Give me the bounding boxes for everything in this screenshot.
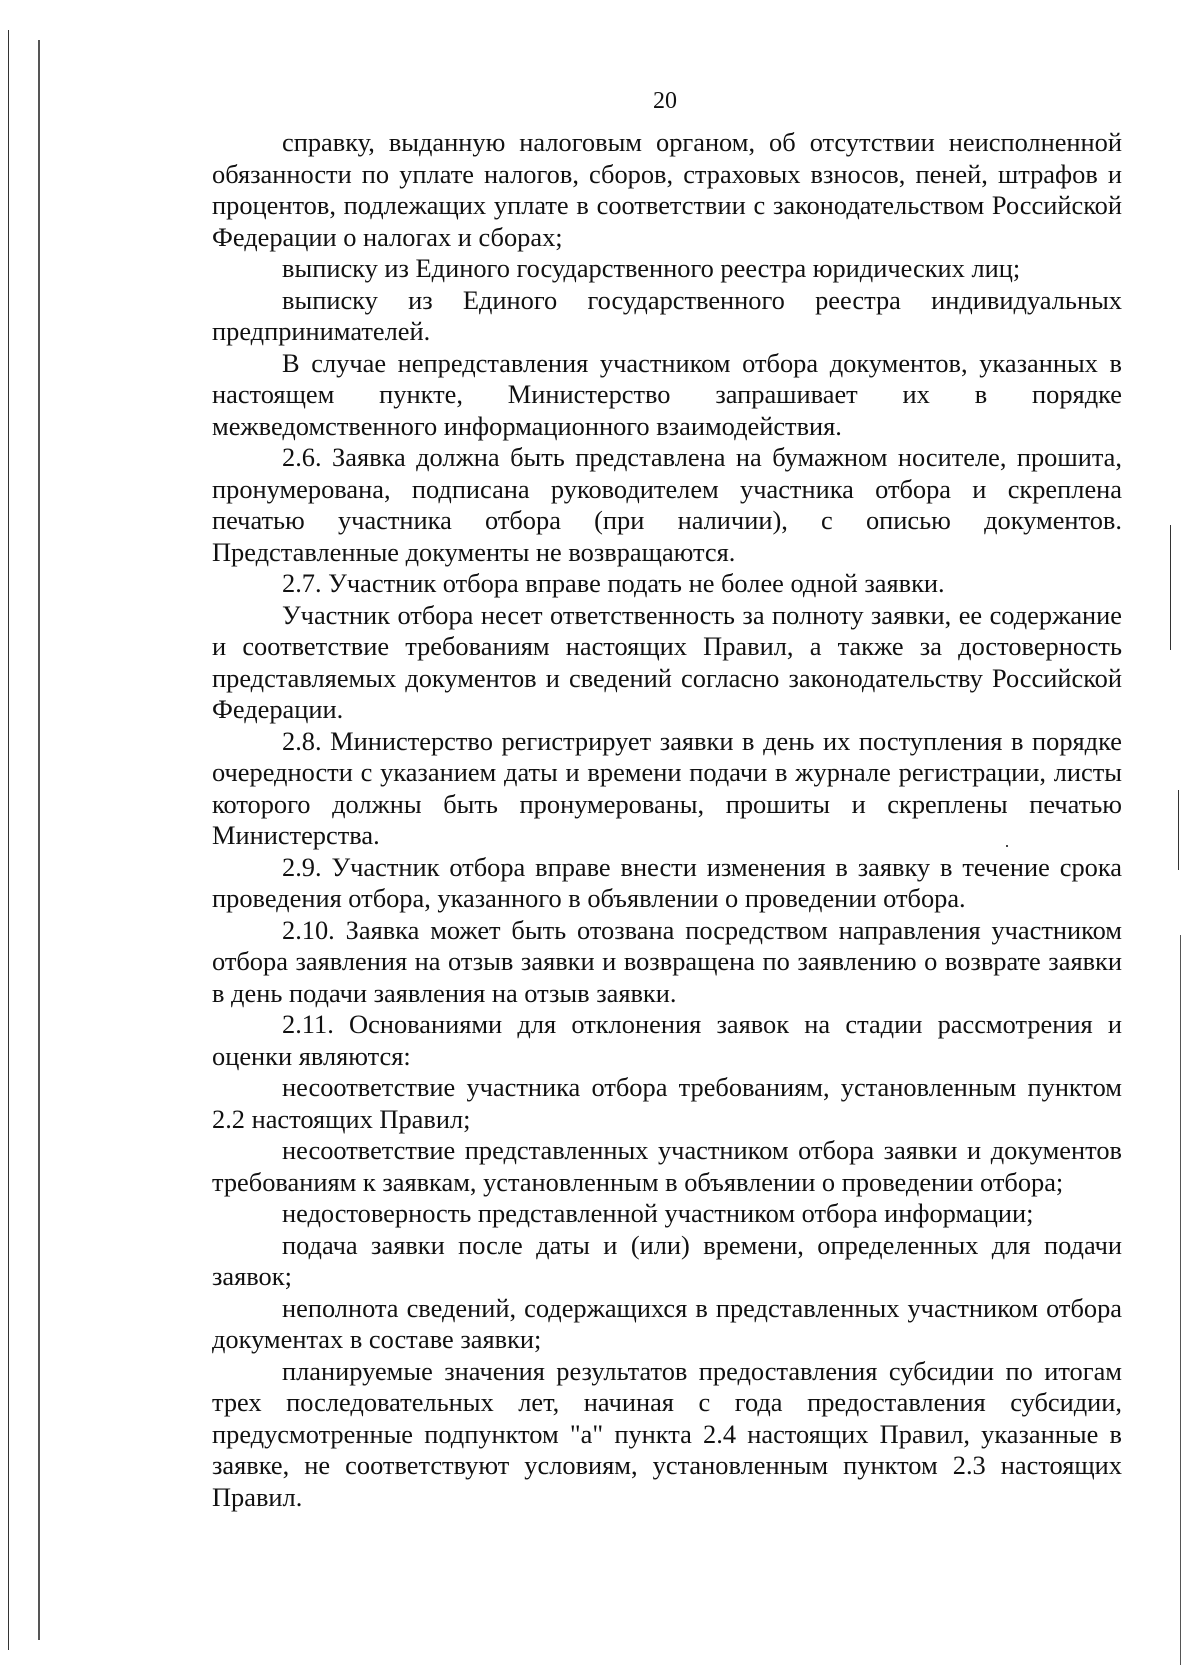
list-item-rejection-incomplete-info: неполнота сведений, содержащихся в представленных участником отбора документах в составе заявки;: [212, 1292, 1122, 1354]
scan-edge-right-mark-2: [1178, 790, 1179, 870]
paragraph-clause-2-11: 2.11. Основаниями для отклонения заявок на стадии рассмотрения и оценки являются:: [212, 1009, 1122, 1071]
scan-edge-right-mark-3: [1180, 935, 1181, 1665]
list-item-rejection-late-submission: подача заявки после даты и (или) времени, определенных для подачи заявок;: [212, 1229, 1122, 1291]
paragraph-clause-2-7: 2.7. Участник отбора вправе подать не более одной заявки.: [282, 568, 945, 598]
paragraph-clause-2-8: 2.8. Министерство регистрирует заявки в день их поступления в порядке очередности с указанием даты и времени подачи в журнале регистрации, листы которого должны быть пронумерованы, прошиты и скреплены печатью Министерства.: [212, 725, 1122, 850]
paragraph-tax-certificate: справку, выданную налоговым органом, об отсутствии неисполненной обязанности по уплате налогов, сборов, страховых взносов, пеней, штрафов и процентов, подлежащих уплате в соответствии с законодательством Российской Федерации о налогах и сборах;: [212, 127, 1122, 252]
paragraph-participant-responsibility: Участник отбора несет ответственность за полноту заявки, ее содержание и соответствие требованиям настоящих Правил, а также за достоверность представляемых документов и сведений согласно законодательству Российской Федерации.: [212, 599, 1122, 724]
list-item-rejection-planned-results: планируемые значения результатов предоставления субсидии по итогам трех последовательных лет, начиная с года предоставления субсидии, предусмотренные подпунктом "а" пункта 2.4 настоящих Правил, указанные в заявке, не соответствуют условиям, установленным пунктом 2.3 настоящих Правил.: [212, 1355, 1122, 1512]
paragraph-egrip-extract: выписку из Единого государственного реестра индивидуальных предпринимателей.: [212, 284, 1122, 346]
paragraph-clause-2-6: 2.6. Заявка должна быть представлена на бумажном носителе, прошита, пронумерована, подписана руководителем участника отбора и скреплена печатью участника отбора (при наличии), с описью документов. Представленные документы не возвращаются.: [212, 442, 1122, 567]
page-number: 20: [653, 88, 677, 114]
list-item-rejection-unreliable-info: недостоверность представленной участником отбора информации;: [282, 1198, 1034, 1228]
scan-edge-left-outer: [8, 30, 9, 1650]
list-item-rejection-requirements: несоответствие участника отбора требованиям, установленным пунктом 2.2 настоящих Правил;: [212, 1072, 1122, 1134]
scan-edge-right-mark-1: [1170, 525, 1171, 650]
list-item-rejection-documents: несоответствие представленных участником отбора заявки и документов требованиям к заявкам, установленным в объявлении о проведении отбора;: [212, 1135, 1122, 1197]
scan-edge-left-inner: [38, 40, 40, 1640]
paragraph-interdepartmental-request: В случае непредставления участником отбора документов, указанных в настоящем пункте, Министерство запрашивает их в порядке межведомственного информационного взаимодействия.: [212, 347, 1122, 441]
paragraph-egrul-extract: выписку из Единого государственного реестра юридических лиц;: [282, 253, 1021, 283]
paragraph-clause-2-10: 2.10. Заявка может быть отозвана посредством направления участником отбора заявления на отзыв заявки и возвращена по заявлению о возврате заявки в день подачи заявления на отзыв заявки.: [212, 914, 1122, 1008]
paragraph-clause-2-9: 2.9. Участник отбора вправе внести изменения в заявку в течение срока проведения отбора, указанного в объявлении о проведении отбора.: [212, 851, 1122, 913]
document-body: [212, 127, 1122, 1513]
